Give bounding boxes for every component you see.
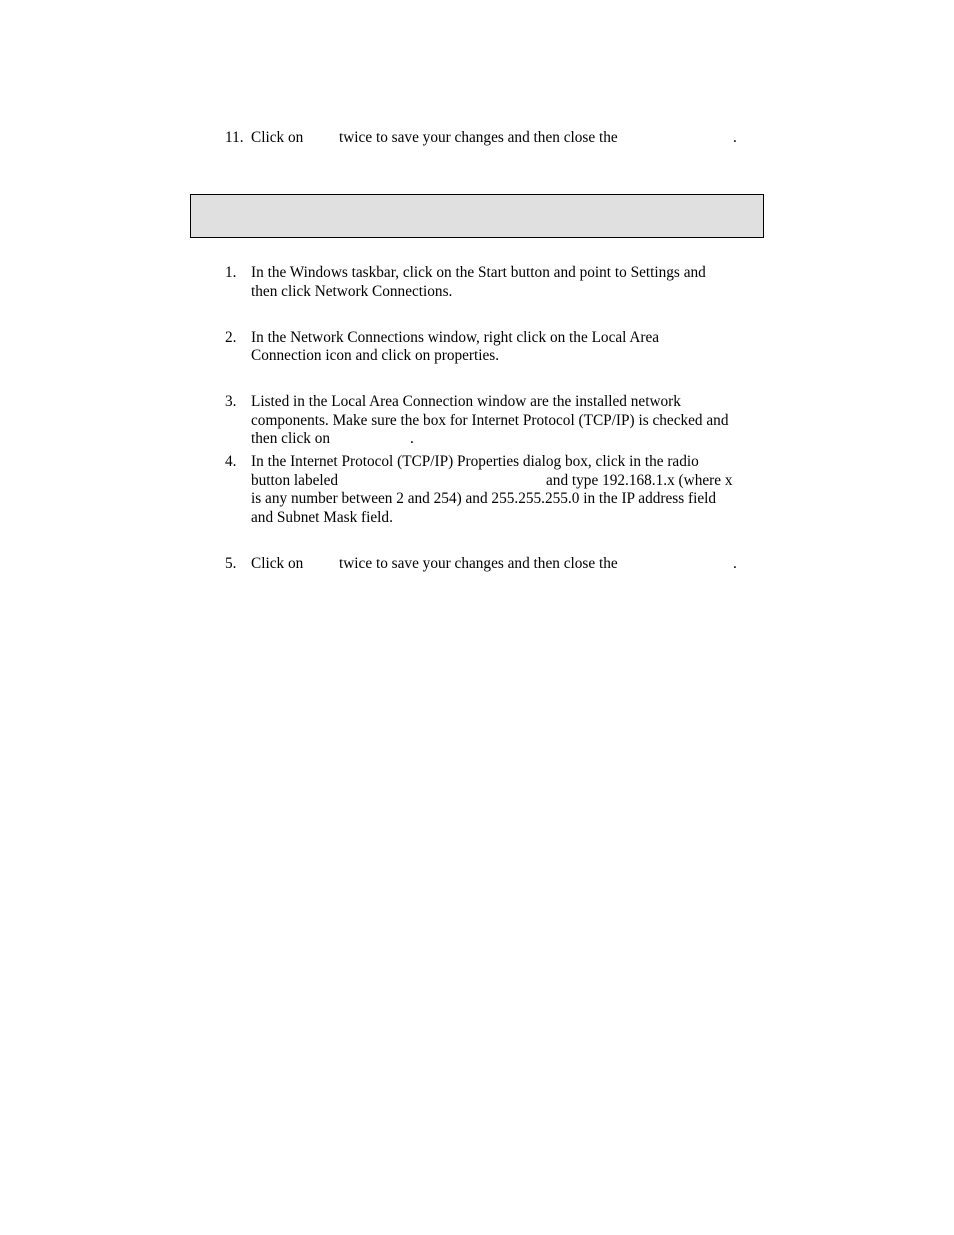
step-number: 4. — [225, 453, 237, 470]
step-text-line: In the Windows taskbar, click on the Start button and point to Settings and — [251, 264, 706, 281]
step-text-line: In the Internet Protocol (TCP/IP) Properties dialog box, click in the radio — [251, 453, 699, 470]
step-number: 5. — [225, 555, 237, 572]
step-text-line: Listed in the Local Area Connection window are the installed network — [251, 393, 681, 410]
step-text-line: Connection icon and click on properties. — [251, 347, 500, 364]
step-text-line: button labeled — [251, 472, 339, 489]
step-text-line: components. Make sure the box for Internet Protocol (TCP/IP) is checked and — [251, 412, 729, 429]
step-number: 2. — [225, 329, 237, 346]
step-text: Click on — [251, 129, 304, 146]
step-text: . — [733, 129, 737, 146]
step-text: twice to save your changes and then close the — [339, 555, 618, 572]
step-text-line: is any number between 2 and 254) and 255.255.255.0 in the IP address field — [251, 490, 717, 507]
step-text-line: then click Network Connections. — [251, 283, 453, 300]
section-header-box — [190, 194, 764, 238]
step-text-line: and Subnet Mask field. — [251, 509, 393, 526]
step-text-line: then click on — [251, 430, 331, 447]
step-text-line: . — [410, 430, 414, 447]
step-text: Click on — [251, 555, 304, 572]
step-text-line: In the Network Connections window, right click on the Local Area — [251, 329, 660, 346]
step-number: 1. — [225, 264, 237, 281]
step-text-line: and type 192.168.1.x (where x — [546, 472, 733, 489]
step-text: twice to save your changes and then close the — [339, 129, 618, 146]
step-number: 11. — [225, 129, 244, 146]
step-text: . — [733, 555, 737, 572]
step-number: 3. — [225, 393, 237, 410]
